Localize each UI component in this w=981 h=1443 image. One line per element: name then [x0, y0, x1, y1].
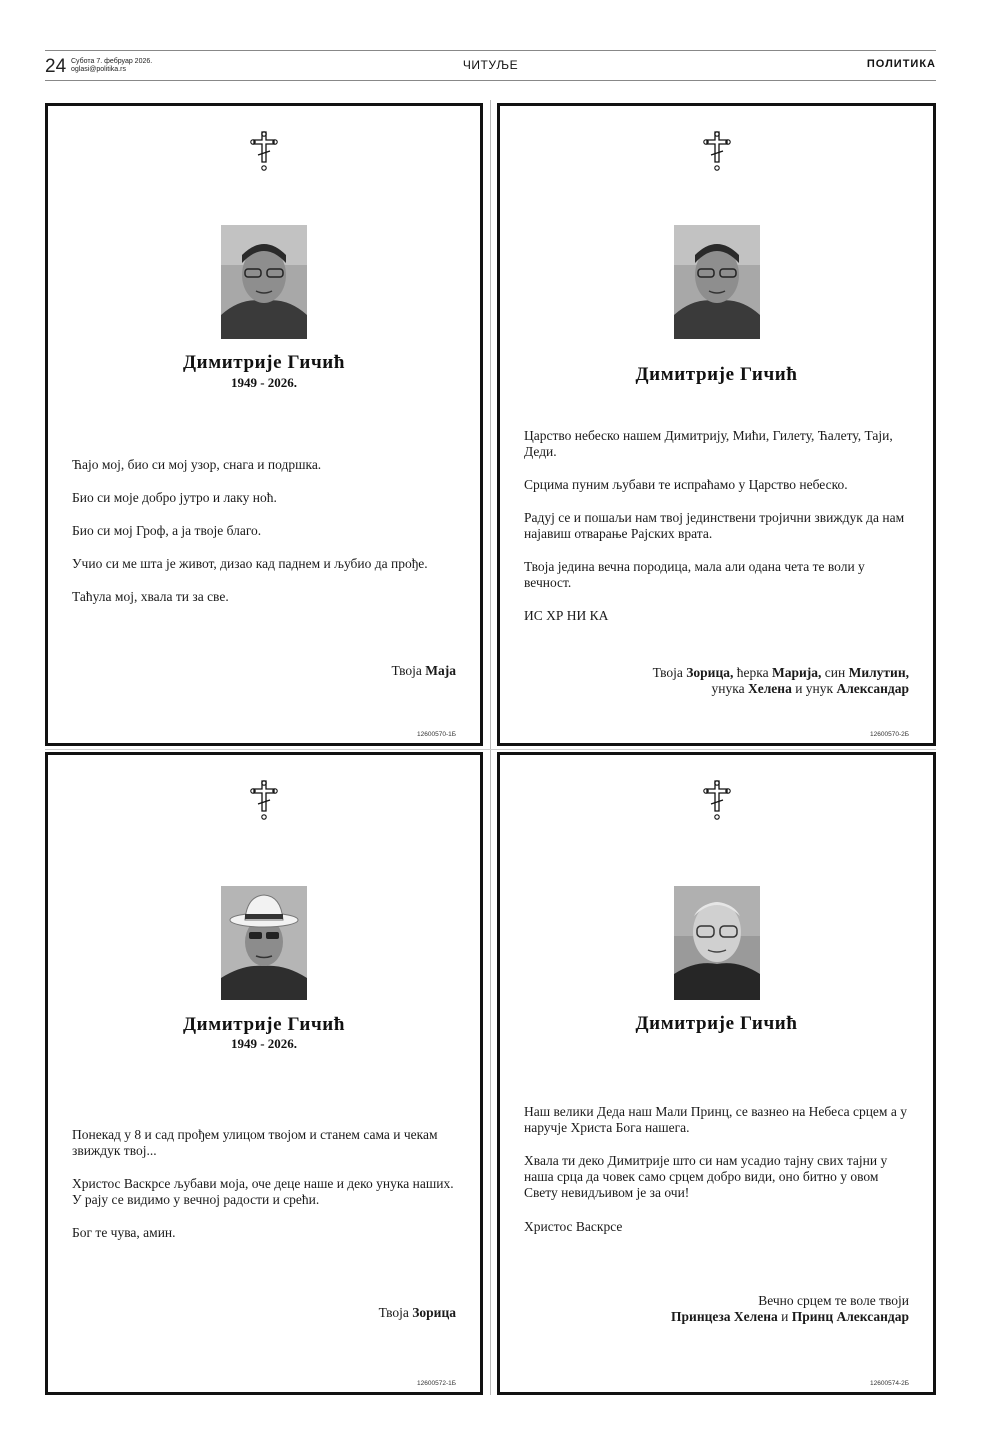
notice-paragraph: Царство небеско нашем Димитрију, Мићи, Гилету, Ћалету, Таји, Деди.: [524, 428, 893, 459]
notice-paragraph: Био си мој Гроф, а ја твоје благо.: [72, 523, 262, 538]
signature-text: син: [821, 665, 849, 680]
issue-email: oglasi@politika.rs: [71, 66, 126, 73]
header-top-rule: [45, 50, 936, 51]
deceased-name: Димитрије Гичић: [635, 364, 798, 385]
ad-code: 12600570-2Б: [870, 731, 909, 738]
notice-signature: [671, 1293, 909, 1325]
notice-paragraph: Христос Васкрсе: [524, 1219, 623, 1234]
notice-paragraph: Таћула мој, хвала ти за све.: [72, 589, 229, 604]
notice-paragraph: Понекад у 8 и сад прођем улицом твојом и станем сама и чекам звиждук твој...: [72, 1127, 438, 1158]
signature-text: и: [777, 1309, 792, 1324]
signature-line: [653, 681, 909, 697]
notice-paragraph: Радуј се и пошаљи нам твој јединствени тројични звиждук да нам најавиш отварање Рајских врата.: [524, 510, 905, 541]
issue-date: Субота 7. фебруар 2026.: [71, 58, 153, 65]
life-years: 1949 - 2026.: [230, 1036, 298, 1051]
deceased-name: Димитрије Гичић: [182, 352, 346, 373]
notice-signature: [653, 665, 909, 697]
signature-line: [671, 1309, 909, 1325]
row-divider: [45, 749, 936, 750]
signature-text: ћерка: [733, 665, 772, 680]
signature-line: [653, 665, 909, 681]
portrait-photo: [674, 225, 760, 339]
column-divider: [490, 100, 491, 1395]
header-bottom-rule: [45, 80, 936, 81]
notice-paragraph: Био си моје добро јутро и лаку ноћ.: [72, 490, 277, 505]
ad-code: 12600574-2Б: [870, 1380, 909, 1387]
obituary-notice: [45, 752, 483, 1395]
signature-name: Принцеза Хелена: [671, 1309, 778, 1324]
signature-name: Марија,: [771, 665, 822, 680]
obituary-notice: [497, 103, 936, 746]
obituary-notice: [45, 103, 483, 746]
obituary-notice: [497, 752, 936, 1395]
signature-name: Зорица,: [686, 665, 734, 680]
signature-text: Твоја: [391, 663, 426, 678]
notice-paragraph: Твоја једина вечна породица, мала али одана чета те воли у вечност.: [524, 559, 865, 590]
notice-paragraph: Учио си ме шта је живот, дизао кад паднем и љубио да прође.: [72, 556, 428, 571]
notice-paragraph: Бог те чува, амин.: [72, 1225, 176, 1240]
signature-name: Милутин,: [848, 665, 909, 680]
signature-name: Александар: [836, 681, 909, 696]
notice-paragraph: ИС ХР НИ КА: [524, 608, 609, 623]
page-number: 24: [45, 56, 67, 77]
orthodox-cross-icon: [249, 779, 279, 823]
orthodox-cross-icon: [702, 779, 732, 823]
signature-text: Твоја: [378, 1305, 413, 1320]
deceased-name: Димитрије Гичић: [182, 1014, 346, 1035]
notice-paragraph: Ћајо мој, био си мој узор, снага и подршка.: [72, 457, 322, 472]
signature-name: Зорица: [412, 1305, 456, 1320]
signature-text: и унук: [791, 681, 837, 696]
orthodox-cross-icon: [702, 130, 732, 174]
portrait-photo: [674, 886, 760, 1000]
portrait-photo: [221, 225, 307, 339]
masthead-logo: ПОЛИТИКА: [866, 58, 936, 70]
deceased-name: Димитрије Гичић: [635, 1013, 798, 1034]
signature-text: унука: [711, 681, 748, 696]
orthodox-cross-icon: [249, 130, 279, 174]
notice-signature: [392, 663, 456, 679]
life-years: 1949 - 2026.: [230, 375, 298, 390]
signature-name: Хелена: [747, 681, 792, 696]
notice-signature: [379, 1305, 456, 1321]
ad-code: 12600572-1Б: [417, 1380, 456, 1387]
signature-line: [671, 1293, 909, 1309]
section-title: ЧИТУЉЕ: [462, 58, 519, 72]
notice-paragraph: Хвала ти деко Димитрије што си нам усадио тајну свих тајни у наша срца да човек само срцем добро види, оно битно у овом Свету невидљивом је за очи!: [524, 1153, 888, 1200]
portrait-photo: [221, 886, 307, 1000]
notice-paragraph: Срцима пуним љубави те испраћамо у Царство небеско.: [524, 477, 848, 492]
signature-name: Принц Александар: [791, 1309, 909, 1324]
ad-code: 12600570-1Б: [417, 731, 456, 738]
notice-paragraph: Наш велики Деда наш Мали Принц, се вазнео на Небеса срцем а у наручје Христа Бога нашега.: [524, 1104, 907, 1135]
signature-text: Вечно срцем те воле твоји: [758, 1293, 909, 1308]
signature-text: Твоја: [652, 665, 687, 680]
signature-name: Маја: [425, 663, 456, 678]
notice-paragraph: Христос Васкрсе љубави моја, оче деце наше и деко унука наших. У рају се видимо у вечној радости и срећи.: [72, 1176, 454, 1207]
